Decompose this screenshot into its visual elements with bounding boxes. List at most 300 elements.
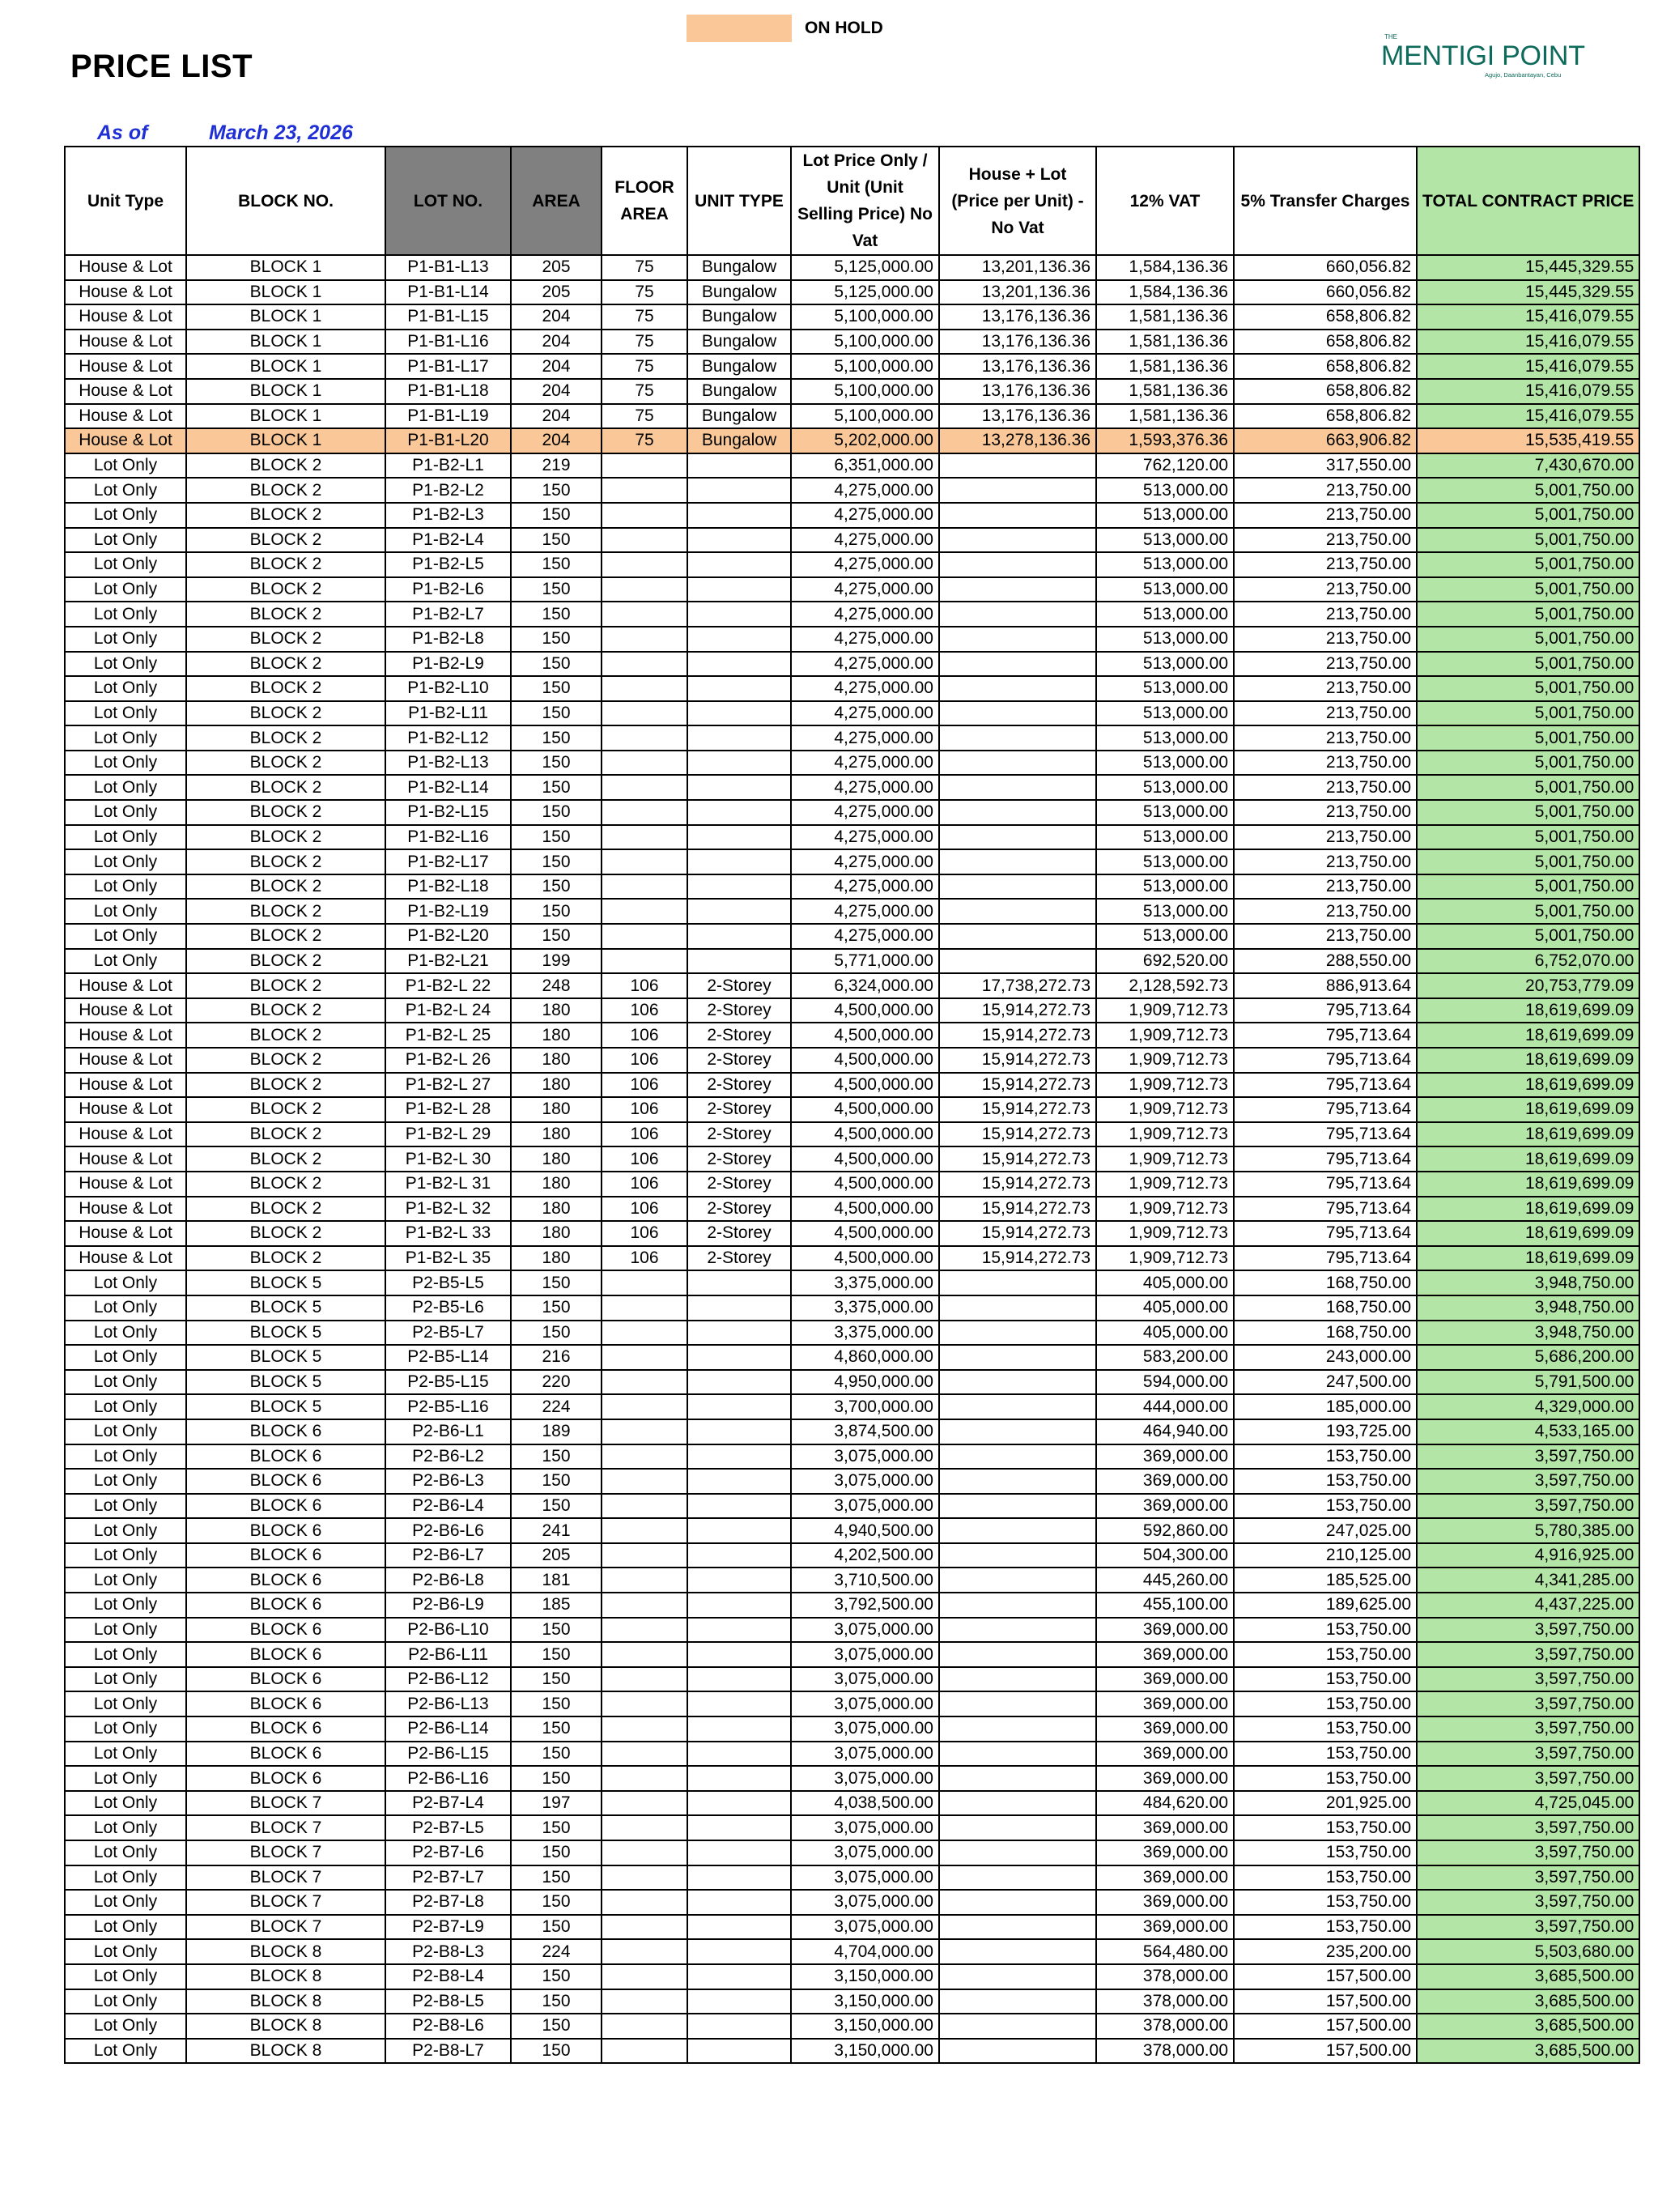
- cell-lot-no: P1-B2-L15: [385, 800, 511, 825]
- table-row: [65, 1246, 1639, 1271]
- cell-transfer-charges: 247,500.00: [1234, 1370, 1417, 1395]
- cell-floor-area: [602, 775, 687, 800]
- cell-house-lot-price: [939, 1444, 1096, 1470]
- cell-vat: 1,909,712.73: [1096, 1221, 1234, 1246]
- cell-area: 204: [511, 304, 602, 330]
- cell-block-no: BLOCK 5: [186, 1345, 385, 1370]
- cell-block-no: BLOCK 2: [186, 998, 385, 1023]
- cell-lot-price: 3,075,000.00: [791, 1915, 939, 1940]
- cell-total-contract-price: 3,685,500.00: [1417, 1989, 1639, 2014]
- cell-lot-no: P1-B1-L18: [385, 379, 511, 404]
- cell-block-no: BLOCK 7: [186, 1840, 385, 1865]
- cell-transfer-charges: 795,713.64: [1234, 1172, 1417, 1197]
- cell-area: 150: [511, 1321, 602, 1346]
- cell-house-lot-price: [939, 1791, 1096, 1816]
- cell-unit-type-kind: [687, 1568, 791, 1593]
- cell-lot-price: 4,038,500.00: [791, 1791, 939, 1816]
- cell-unit-type-kind: Bungalow: [687, 255, 791, 280]
- cell-lot-price: 4,275,000.00: [791, 924, 939, 949]
- cell-transfer-charges: 153,750.00: [1234, 1890, 1417, 1915]
- cell-area: 180: [511, 1023, 602, 1048]
- cell-block-no: BLOCK 6: [186, 1742, 385, 1767]
- cell-floor-area: [602, 1865, 687, 1891]
- cell-unit-type: Lot Only: [65, 1593, 186, 1618]
- cell-transfer-charges: 168,750.00: [1234, 1270, 1417, 1295]
- cell-unit-type: Lot Only: [65, 1444, 186, 1470]
- cell-house-lot-price: [939, 627, 1096, 652]
- cell-house-lot-price: 15,914,272.73: [939, 1097, 1096, 1122]
- cell-unit-type-kind: Bungalow: [687, 304, 791, 330]
- cell-lot-price: 3,075,000.00: [791, 1815, 939, 1840]
- cell-lot-no: P1-B2-L12: [385, 725, 511, 751]
- cell-lot-price: 4,500,000.00: [791, 1023, 939, 1048]
- cell-floor-area: [602, 1691, 687, 1716]
- cell-lot-no: P1-B2-L9: [385, 652, 511, 677]
- cell-lot-no: P1-B2-L14: [385, 775, 511, 800]
- cell-floor-area: [602, 1791, 687, 1816]
- table-row: [65, 552, 1639, 577]
- cell-block-no: BLOCK 2: [186, 528, 385, 553]
- cell-vat: 504,300.00: [1096, 1543, 1234, 1568]
- table-row: [65, 652, 1639, 677]
- table-body: [65, 255, 1639, 2063]
- table-row: [65, 1791, 1639, 1816]
- cell-lot-no: P2-B6-L10: [385, 1618, 511, 1643]
- cell-transfer-charges: 189,625.00: [1234, 1593, 1417, 1618]
- cell-lot-price: 4,275,000.00: [791, 577, 939, 602]
- cell-lot-price: 4,275,000.00: [791, 552, 939, 577]
- cell-house-lot-price: [939, 1469, 1096, 1494]
- cell-transfer-charges: 213,750.00: [1234, 899, 1417, 924]
- cell-unit-type: Lot Only: [65, 1766, 186, 1791]
- cell-vat: 369,000.00: [1096, 1691, 1234, 1716]
- cell-lot-no: P2-B6-L12: [385, 1667, 511, 1692]
- table-row: [65, 849, 1639, 874]
- cell-transfer-charges: 795,713.64: [1234, 1023, 1417, 1048]
- cell-total-contract-price: 15,535,419.55: [1417, 428, 1639, 453]
- cell-house-lot-price: 13,176,136.36: [939, 354, 1096, 379]
- cell-total-contract-price: 15,445,329.55: [1417, 255, 1639, 280]
- cell-lot-no: P1-B2-L 30: [385, 1146, 511, 1172]
- table-row: [65, 1766, 1639, 1791]
- cell-vat: 444,000.00: [1096, 1394, 1234, 1419]
- cell-area: 150: [511, 1742, 602, 1767]
- cell-total-contract-price: 3,597,750.00: [1417, 1494, 1639, 1519]
- cell-block-no: BLOCK 1: [186, 330, 385, 355]
- cell-total-contract-price: 5,001,750.00: [1417, 899, 1639, 924]
- table-row: [65, 751, 1639, 776]
- table-row: [65, 1618, 1639, 1643]
- mentigi-point-logo: [1376, 31, 1595, 96]
- cell-vat: 455,100.00: [1096, 1593, 1234, 1618]
- cell-block-no: BLOCK 6: [186, 1469, 385, 1494]
- cell-unit-type-kind: [687, 652, 791, 677]
- table-row: [65, 280, 1639, 305]
- cell-block-no: BLOCK 2: [186, 577, 385, 602]
- cell-house-lot-price: [939, 1394, 1096, 1419]
- cell-lot-no: P2-B8-L3: [385, 1939, 511, 1964]
- cell-lot-price: 4,500,000.00: [791, 1197, 939, 1222]
- cell-unit-type: House & Lot: [65, 354, 186, 379]
- cell-block-no: BLOCK 2: [186, 825, 385, 850]
- cell-area: 224: [511, 1394, 602, 1419]
- cell-transfer-charges: 795,713.64: [1234, 1246, 1417, 1271]
- cell-vat: 369,000.00: [1096, 1618, 1234, 1643]
- cell-lot-price: 3,150,000.00: [791, 2014, 939, 2039]
- cell-floor-area: [602, 1469, 687, 1494]
- cell-lot-no: P2-B5-L16: [385, 1394, 511, 1419]
- cell-house-lot-price: [939, 1667, 1096, 1692]
- cell-block-no: BLOCK 6: [186, 1766, 385, 1791]
- cell-lot-price: 3,075,000.00: [791, 1865, 939, 1891]
- cell-transfer-charges: 795,713.64: [1234, 1146, 1417, 1172]
- cell-block-no: BLOCK 1: [186, 379, 385, 404]
- cell-unit-type-kind: [687, 924, 791, 949]
- cell-vat: 369,000.00: [1096, 1642, 1234, 1667]
- cell-area: 150: [511, 478, 602, 503]
- cell-lot-price: 3,075,000.00: [791, 1766, 939, 1791]
- cell-unit-type: Lot Only: [65, 1815, 186, 1840]
- cell-lot-no: P1-B2-L5: [385, 552, 511, 577]
- cell-vat: 1,909,712.73: [1096, 1172, 1234, 1197]
- cell-lot-no: P2-B6-L11: [385, 1642, 511, 1667]
- cell-house-lot-price: [939, 2014, 1096, 2039]
- cell-block-no: BLOCK 2: [186, 602, 385, 627]
- cell-total-contract-price: 3,597,750.00: [1417, 1815, 1639, 1840]
- cell-total-contract-price: 18,619,699.09: [1417, 1172, 1639, 1197]
- cell-area: 150: [511, 577, 602, 602]
- cell-transfer-charges: 660,056.82: [1234, 255, 1417, 280]
- cell-lot-no: P2-B5-L7: [385, 1321, 511, 1346]
- cell-lot-price: 4,275,000.00: [791, 528, 939, 553]
- cell-area: 150: [511, 2039, 602, 2064]
- cell-unit-type: Lot Only: [65, 2014, 186, 2039]
- cell-unit-type-kind: [687, 1518, 791, 1543]
- cell-transfer-charges: 185,000.00: [1234, 1394, 1417, 1419]
- table-row: [65, 1097, 1639, 1122]
- cell-block-no: BLOCK 1: [186, 428, 385, 453]
- cell-vat: 564,480.00: [1096, 1939, 1234, 1964]
- cell-block-no: BLOCK 8: [186, 2014, 385, 2039]
- cell-floor-area: 106: [602, 1073, 687, 1098]
- cell-total-contract-price: 3,597,750.00: [1417, 1742, 1639, 1767]
- cell-lot-no: P1-B2-L10: [385, 676, 511, 701]
- table-row: [65, 725, 1639, 751]
- cell-vat: 369,000.00: [1096, 1915, 1234, 1940]
- cell-house-lot-price: [939, 1419, 1096, 1444]
- cell-total-contract-price: 18,619,699.09: [1417, 1073, 1639, 1098]
- cell-vat: 513,000.00: [1096, 874, 1234, 900]
- table-row: [65, 1321, 1639, 1346]
- cell-floor-area: [602, 478, 687, 503]
- cell-block-no: BLOCK 6: [186, 1618, 385, 1643]
- cell-unit-type: Lot Only: [65, 1691, 186, 1716]
- cell-lot-price: 4,275,000.00: [791, 503, 939, 528]
- cell-floor-area: [602, 1742, 687, 1767]
- cell-unit-type: Lot Only: [65, 627, 186, 652]
- cell-lot-price: 3,375,000.00: [791, 1321, 939, 1346]
- table-row: [65, 1915, 1639, 1940]
- cell-floor-area: [602, 552, 687, 577]
- table-row: [65, 1469, 1639, 1494]
- cell-area: 150: [511, 652, 602, 677]
- cell-unit-type: Lot Only: [65, 1518, 186, 1543]
- cell-unit-type: Lot Only: [65, 1419, 186, 1444]
- cell-lot-no: P1-B1-L14: [385, 280, 511, 305]
- table-row: [65, 775, 1639, 800]
- cell-vat: 583,200.00: [1096, 1345, 1234, 1370]
- cell-block-no: BLOCK 2: [186, 1073, 385, 1098]
- cell-unit-type-kind: [687, 1667, 791, 1692]
- cell-block-no: BLOCK 2: [186, 775, 385, 800]
- cell-lot-no: P1-B2-L2: [385, 478, 511, 503]
- cell-unit-type-kind: [687, 1543, 791, 1568]
- cell-transfer-charges: 153,750.00: [1234, 1742, 1417, 1767]
- cell-house-lot-price: 13,176,136.36: [939, 379, 1096, 404]
- cell-unit-type-kind: 2-Storey: [687, 1048, 791, 1073]
- cell-lot-price: 5,125,000.00: [791, 255, 939, 280]
- cell-unit-type-kind: [687, 1840, 791, 1865]
- cell-lot-price: 3,075,000.00: [791, 1840, 939, 1865]
- cell-lot-no: P2-B6-L3: [385, 1469, 511, 1494]
- cell-vat: 405,000.00: [1096, 1295, 1234, 1321]
- cell-lot-no: P1-B2-L21: [385, 949, 511, 974]
- col-header-unit-type-kind: UNIT TYPE: [687, 147, 791, 255]
- cell-area: 180: [511, 1146, 602, 1172]
- cell-area: 219: [511, 453, 602, 479]
- cell-lot-no: P1-B2-L3: [385, 503, 511, 528]
- cell-area: 150: [511, 701, 602, 726]
- cell-vat: 378,000.00: [1096, 1989, 1234, 2014]
- table-row: [65, 1667, 1639, 1692]
- cell-lot-price: 4,275,000.00: [791, 849, 939, 874]
- cell-vat: 513,000.00: [1096, 725, 1234, 751]
- cell-lot-no: P2-B8-L4: [385, 1964, 511, 1989]
- cell-lot-price: 4,275,000.00: [791, 701, 939, 726]
- cell-lot-price: 3,075,000.00: [791, 1444, 939, 1470]
- cell-lot-no: P2-B8-L5: [385, 1989, 511, 2014]
- cell-block-no: BLOCK 2: [186, 1097, 385, 1122]
- cell-total-contract-price: 5,001,750.00: [1417, 725, 1639, 751]
- cell-total-contract-price: 4,533,165.00: [1417, 1419, 1639, 1444]
- cell-floor-area: 75: [602, 379, 687, 404]
- cell-area: 248: [511, 973, 602, 998]
- cell-vat: 513,000.00: [1096, 602, 1234, 627]
- cell-lot-price: 4,275,000.00: [791, 825, 939, 850]
- cell-lot-price: 3,075,000.00: [791, 1469, 939, 1494]
- table-row: [65, 1890, 1639, 1915]
- table-row: [65, 1172, 1639, 1197]
- table-row: [65, 1691, 1639, 1716]
- cell-unit-type: Lot Only: [65, 775, 186, 800]
- cell-unit-type: Lot Only: [65, 1345, 186, 1370]
- cell-total-contract-price: 18,619,699.09: [1417, 1122, 1639, 1147]
- cell-vat: 1,581,136.36: [1096, 354, 1234, 379]
- cell-transfer-charges: 153,750.00: [1234, 1469, 1417, 1494]
- table-row: [65, 627, 1639, 652]
- cell-house-lot-price: [939, 1939, 1096, 1964]
- cell-transfer-charges: 795,713.64: [1234, 998, 1417, 1023]
- cell-transfer-charges: 213,750.00: [1234, 528, 1417, 553]
- cell-floor-area: [602, 1840, 687, 1865]
- cell-unit-type-kind: 2-Storey: [687, 1172, 791, 1197]
- table-row: [65, 1840, 1639, 1865]
- cell-house-lot-price: [939, 602, 1096, 627]
- cell-block-no: BLOCK 2: [186, 1048, 385, 1073]
- table-row: [65, 874, 1639, 900]
- cell-total-contract-price: 18,619,699.09: [1417, 1023, 1639, 1048]
- table-row: [65, 1295, 1639, 1321]
- cell-total-contract-price: 5,001,750.00: [1417, 652, 1639, 677]
- cell-unit-type: Lot Only: [65, 1939, 186, 1964]
- cell-transfer-charges: 663,906.82: [1234, 428, 1417, 453]
- table-row: [65, 800, 1639, 825]
- cell-transfer-charges: 153,750.00: [1234, 1444, 1417, 1470]
- cell-lot-no: P1-B2-L1: [385, 453, 511, 479]
- cell-area: 180: [511, 1197, 602, 1222]
- cell-transfer-charges: 168,750.00: [1234, 1321, 1417, 1346]
- cell-unit-type-kind: [687, 602, 791, 627]
- cell-transfer-charges: 795,713.64: [1234, 1197, 1417, 1222]
- cell-area: 150: [511, 849, 602, 874]
- cell-unit-type-kind: [687, 1394, 791, 1419]
- cell-total-contract-price: 3,948,750.00: [1417, 1270, 1639, 1295]
- cell-unit-type: Lot Only: [65, 1543, 186, 1568]
- cell-unit-type-kind: [687, 1716, 791, 1742]
- cell-floor-area: [602, 602, 687, 627]
- cell-lot-no: P1-B2-L 25: [385, 1023, 511, 1048]
- cell-lot-no: P1-B2-L 22: [385, 973, 511, 998]
- cell-block-no: BLOCK 1: [186, 304, 385, 330]
- cell-unit-type: Lot Only: [65, 528, 186, 553]
- cell-lot-price: 6,324,000.00: [791, 973, 939, 998]
- cell-vat: 1,909,712.73: [1096, 1246, 1234, 1271]
- cell-lot-no: P2-B5-L15: [385, 1370, 511, 1395]
- cell-lot-price: 5,125,000.00: [791, 280, 939, 305]
- cell-total-contract-price: 3,597,750.00: [1417, 1642, 1639, 1667]
- cell-unit-type-kind: Bungalow: [687, 379, 791, 404]
- cell-house-lot-price: 15,914,272.73: [939, 1246, 1096, 1271]
- cell-total-contract-price: 3,597,750.00: [1417, 1618, 1639, 1643]
- cell-unit-type-kind: [687, 899, 791, 924]
- cell-block-no: BLOCK 1: [186, 354, 385, 379]
- cell-total-contract-price: 3,948,750.00: [1417, 1295, 1639, 1321]
- cell-block-no: BLOCK 2: [186, 701, 385, 726]
- cell-vat: 513,000.00: [1096, 899, 1234, 924]
- cell-lot-no: P1-B2-L13: [385, 751, 511, 776]
- cell-lot-no: P2-B6-L13: [385, 1691, 511, 1716]
- table-row: [65, 1345, 1639, 1370]
- cell-total-contract-price: 15,416,079.55: [1417, 330, 1639, 355]
- cell-vat: 1,909,712.73: [1096, 1048, 1234, 1073]
- cell-lot-price: 4,275,000.00: [791, 602, 939, 627]
- cell-house-lot-price: 13,201,136.36: [939, 280, 1096, 305]
- cell-house-lot-price: [939, 751, 1096, 776]
- cell-floor-area: 106: [602, 973, 687, 998]
- cell-total-contract-price: 3,597,750.00: [1417, 1716, 1639, 1742]
- cell-transfer-charges: 210,125.00: [1234, 1543, 1417, 1568]
- cell-house-lot-price: [939, 775, 1096, 800]
- cell-total-contract-price: 18,619,699.09: [1417, 1221, 1639, 1246]
- cell-total-contract-price: 18,619,699.09: [1417, 1048, 1639, 1073]
- cell-unit-type: Lot Only: [65, 1321, 186, 1346]
- cell-floor-area: [602, 1667, 687, 1692]
- cell-unit-type-kind: [687, 627, 791, 652]
- cell-transfer-charges: 247,025.00: [1234, 1518, 1417, 1543]
- cell-area: 180: [511, 1122, 602, 1147]
- cell-lot-no: P2-B6-L15: [385, 1742, 511, 1767]
- cell-area: 150: [511, 874, 602, 900]
- table-row: [65, 1964, 1639, 1989]
- cell-total-contract-price: 3,948,750.00: [1417, 1321, 1639, 1346]
- table-row: [65, 1642, 1639, 1667]
- cell-transfer-charges: 658,806.82: [1234, 404, 1417, 429]
- cell-total-contract-price: 5,001,750.00: [1417, 528, 1639, 553]
- cell-floor-area: [602, 1890, 687, 1915]
- cell-lot-no: P1-B2-L8: [385, 627, 511, 652]
- cell-floor-area: 106: [602, 1048, 687, 1073]
- cell-lot-no: P1-B2-L 35: [385, 1246, 511, 1271]
- cell-block-no: BLOCK 7: [186, 1865, 385, 1891]
- cell-house-lot-price: [939, 874, 1096, 900]
- cell-block-no: BLOCK 6: [186, 1667, 385, 1692]
- cell-area: 220: [511, 1370, 602, 1395]
- cell-unit-type: House & Lot: [65, 330, 186, 355]
- cell-lot-price: 5,100,000.00: [791, 379, 939, 404]
- cell-floor-area: [602, 1444, 687, 1470]
- cell-lot-price: 3,075,000.00: [791, 1494, 939, 1519]
- cell-floor-area: 106: [602, 1122, 687, 1147]
- cell-floor-area: [602, 849, 687, 874]
- cell-block-no: BLOCK 2: [186, 552, 385, 577]
- cell-block-no: BLOCK 6: [186, 1444, 385, 1470]
- cell-lot-no: P1-B2-L 31: [385, 1172, 511, 1197]
- cell-area: 180: [511, 1097, 602, 1122]
- cell-total-contract-price: 18,619,699.09: [1417, 1097, 1639, 1122]
- cell-house-lot-price: [939, 577, 1096, 602]
- cell-area: 150: [511, 1815, 602, 1840]
- cell-vat: 1,909,712.73: [1096, 1197, 1234, 1222]
- cell-floor-area: [602, 924, 687, 949]
- cell-vat: 513,000.00: [1096, 627, 1234, 652]
- cell-unit-type-kind: [687, 825, 791, 850]
- cell-transfer-charges: 288,550.00: [1234, 949, 1417, 974]
- cell-total-contract-price: 3,685,500.00: [1417, 1964, 1639, 1989]
- cell-vat: 513,000.00: [1096, 528, 1234, 553]
- cell-vat: 369,000.00: [1096, 1494, 1234, 1519]
- cell-unit-type: Lot Only: [65, 2039, 186, 2064]
- cell-area: 150: [511, 1295, 602, 1321]
- cell-vat: 513,000.00: [1096, 751, 1234, 776]
- cell-total-contract-price: 18,619,699.09: [1417, 1246, 1639, 1271]
- cell-transfer-charges: 213,750.00: [1234, 701, 1417, 726]
- cell-lot-no: P2-B8-L7: [385, 2039, 511, 2064]
- cell-house-lot-price: [939, 1345, 1096, 1370]
- cell-unit-type-kind: 2-Storey: [687, 1023, 791, 1048]
- cell-house-lot-price: 13,176,136.36: [939, 404, 1096, 429]
- cell-house-lot-price: [939, 1370, 1096, 1395]
- cell-transfer-charges: 213,750.00: [1234, 627, 1417, 652]
- cell-total-contract-price: 4,725,045.00: [1417, 1791, 1639, 1816]
- cell-floor-area: [602, 1915, 687, 1940]
- table-row: [65, 1989, 1639, 2014]
- cell-lot-no: P1-B2-L 27: [385, 1073, 511, 1098]
- cell-floor-area: [602, 751, 687, 776]
- cell-floor-area: [602, 725, 687, 751]
- table-row: [65, 577, 1639, 602]
- cell-block-no: BLOCK 2: [186, 453, 385, 479]
- cell-area: 150: [511, 800, 602, 825]
